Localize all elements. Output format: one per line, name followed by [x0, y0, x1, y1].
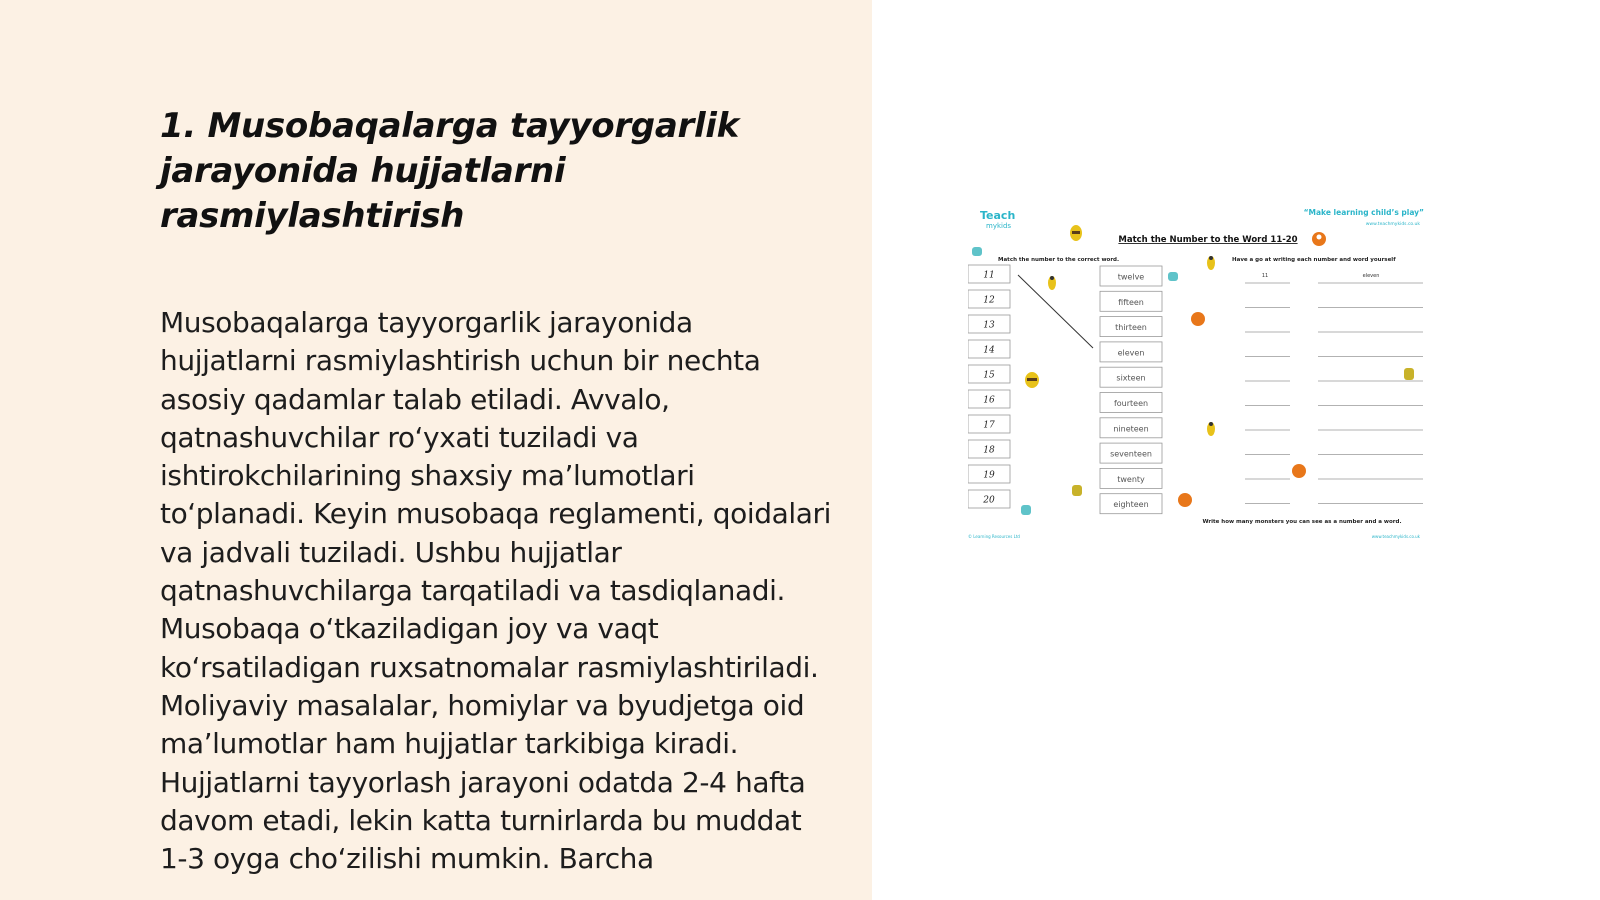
instruction-right: Have a go at writing each number and word yourself	[1232, 257, 1396, 263]
worksheet-website: www.teachmykids.co.uk	[1365, 222, 1420, 227]
number-label: 15	[983, 370, 995, 381]
word-label: fourteen	[1113, 399, 1149, 408]
logo-subtext: mykids	[986, 222, 1012, 230]
number-label: 18	[983, 445, 995, 456]
footer-right: www.teachmykids.co.uk	[1371, 534, 1420, 539]
number-label: 12	[983, 295, 995, 306]
bottom-instruction: Write how many monsters you can see as a number and a word.	[1202, 519, 1402, 525]
worksheet-heading: Match the Number to the Word 11-20	[1118, 235, 1298, 245]
monster-icon	[1178, 493, 1192, 507]
monster-icon	[1312, 232, 1326, 246]
worksheet-tagline: “Make learning child’s play”	[1303, 208, 1424, 217]
number-label: 11	[983, 270, 995, 281]
monster-icon	[972, 247, 982, 256]
monster-icon	[1048, 276, 1056, 290]
number-label: 17	[983, 420, 995, 431]
monster-icon	[1025, 372, 1039, 388]
example-number: 11	[1261, 273, 1269, 279]
number-label: 19	[983, 470, 995, 481]
number-label: 20	[983, 495, 995, 506]
monster-icon	[1072, 485, 1082, 496]
word-label: eighteen	[1113, 500, 1149, 510]
number-label: 16	[983, 395, 995, 406]
slide-body: Musobaqalarga tayyorgarlik jarayonida hujjatlarni rasmiylashtirish uchun bir nechta asosiy qadamlar talab etiladi. Avvalo, qatnashuvchilar ro‘yxati tuziladi va ishtirokchilarining shaxsiy ma’lumotlari to‘planadi. Keyin musobaqa reglamenti, qoidalari va jadvali tuziladi. Ushbu hujjatlar qatnashuvchilarga tarqatiladi va tasdiqlanadi. Musobaqa o‘tkaziladigan joy va vaqt ko‘rsatiladigan ruxsatnomalar rasmiylashtiriladi. Moliyaviy masalalar, homiylar va byudjetga oid ma’lumotlar ham hujjatlar tarkibiga kiradi. Hujjatlarni tayyorlash jarayoni odatda 2-4 hafta davom etadi, lekin katta turnirlarda bu muddat 1-3 oyga cho‘zilishi mumkin. Barcha	[160, 306, 831, 876]
worksheet-image	[968, 205, 1432, 545]
word-label: eleven	[1117, 348, 1145, 358]
word-label: twenty	[1117, 474, 1145, 484]
word-label: sixteen	[1116, 373, 1146, 383]
logo-text: Teach	[980, 209, 1016, 222]
number-label: 13	[983, 320, 995, 331]
word-label: nineteen	[1113, 424, 1149, 434]
monster-icon	[1404, 368, 1414, 380]
instruction-left: Match the number to the correct word.	[998, 257, 1120, 263]
monster-icon	[1070, 225, 1082, 241]
monster-icon	[1191, 312, 1205, 326]
monster-icon	[1021, 505, 1031, 515]
example-word: eleven	[1362, 273, 1380, 279]
word-label: fifteen	[1118, 297, 1144, 307]
word-label: twelve	[1117, 272, 1145, 282]
footer-left: © Learning Resources Ltd	[968, 534, 1020, 539]
word-label: seventeen	[1110, 449, 1152, 459]
teachmykids-logo	[980, 209, 1015, 230]
word-label: thirteen	[1115, 323, 1147, 333]
monster-icon	[1207, 422, 1215, 436]
monster-icon	[1292, 464, 1306, 478]
number-label: 14	[983, 345, 995, 356]
slide-title: 1. Musobaqalarga tayyorgarlik jarayonida hujjatlarni rasmiylashtirish	[160, 106, 739, 236]
monster-icon	[1207, 256, 1215, 270]
monster-icon	[1168, 272, 1178, 281]
